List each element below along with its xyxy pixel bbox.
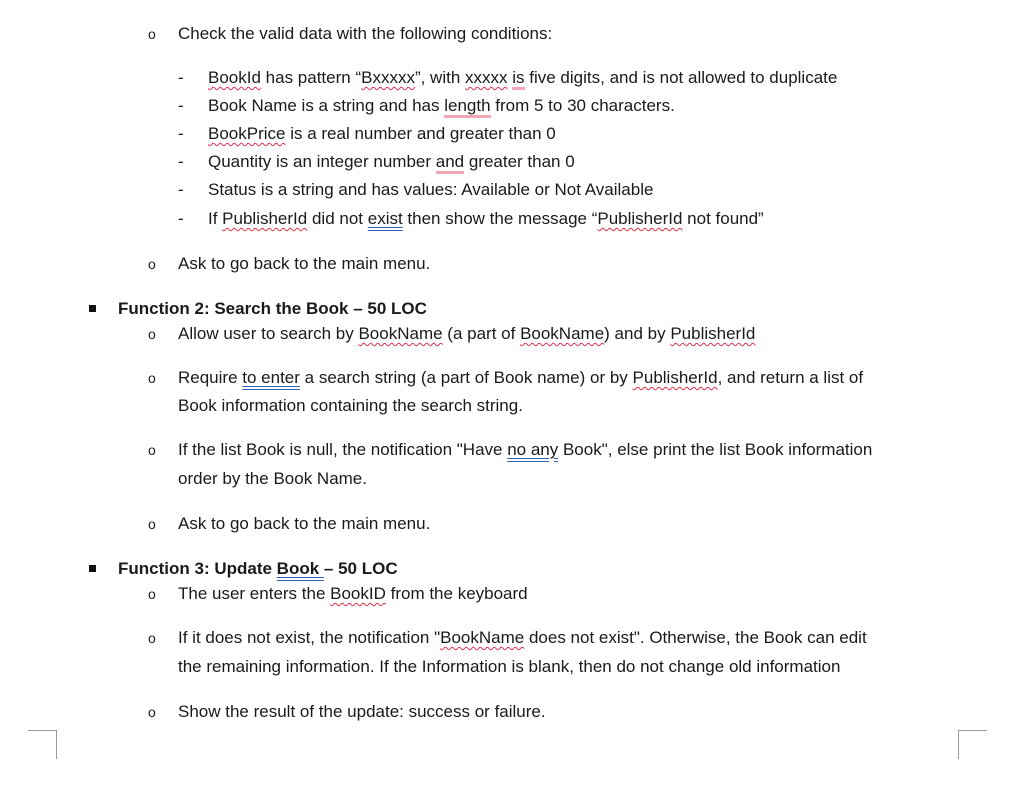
square-bullet: [89, 305, 96, 312]
page-corner-mark-right: [958, 730, 987, 759]
circle-bullet: o: [148, 516, 156, 532]
condition-status: Status is a string and has values: Available or Not Available: [208, 180, 654, 199]
page-corner-mark-left: [28, 730, 57, 759]
circle-bullet: o: [148, 370, 156, 386]
circle-bullet: o: [148, 630, 156, 646]
circle-bullet: o: [148, 326, 156, 342]
dash-bullet: -: [178, 209, 184, 228]
function2-heading: Function 2: Search the Book – 50 LOC: [118, 299, 427, 318]
function2-item-null-list: If the list Book is null, the notification "Have no any Book", else print the list Book information: [178, 440, 873, 459]
square-bullet: [89, 565, 96, 572]
dash-bullet: -: [178, 180, 184, 199]
function3-item-enter-bookid: The user enters the BookID from the keyboard: [178, 584, 528, 603]
check-conditions-text: Check the valid data with the following conditions:: [178, 24, 553, 43]
condition-publisherid: If PublisherId did not exist then show the message “PublisherId not found”: [208, 209, 764, 228]
function3-item-not-exist-line2: the remaining information. If the Information is blank, then do not change old information: [178, 657, 841, 676]
function2-item-search-by: Allow user to search by BookName (a part of BookName) and by PublisherId: [178, 324, 756, 343]
condition-quantity: Quantity is an integer number and greater than 0: [208, 151, 575, 173]
circle-bullet: o: [148, 442, 156, 458]
back-to-menu-text: Ask to go back to the main menu.: [178, 254, 431, 273]
function3-heading: Function 3: Update Book – 50 LOC: [118, 559, 398, 578]
condition-bookid: BookId has pattern “Bxxxxx”, with xxxxx is five digits, and is not allowed to duplicate: [208, 67, 837, 89]
circle-bullet: o: [148, 704, 156, 720]
back-to-menu-text: Ask to go back to the main menu.: [178, 514, 431, 533]
function3-item-show-result: Show the result of the update: success or failure.: [178, 702, 546, 721]
dash-bullet: -: [178, 68, 184, 87]
function3-item-not-exist: If it does not exist, the notification "BookName does not exist". Otherwise, the Book can edit: [178, 628, 867, 647]
condition-book-name: Book Name is a string and has length from 5 to 30 characters.: [208, 95, 675, 117]
function2-item-require-line2: Book information containing the search string.: [178, 396, 523, 415]
dash-bullet: -: [178, 152, 184, 171]
function2-item-null-list-line2: order by the Book Name.: [178, 469, 367, 488]
condition-bookprice: BookPrice is a real number and greater than 0: [208, 124, 556, 143]
circle-bullet: o: [148, 256, 156, 272]
dash-bullet: -: [178, 124, 184, 143]
dash-bullet: -: [178, 96, 184, 115]
circle-bullet: o: [148, 26, 156, 42]
circle-bullet: o: [148, 586, 156, 602]
function2-item-require: Require to enter a search string (a part of Book name) or by PublisherId, and return a list of: [178, 368, 864, 387]
